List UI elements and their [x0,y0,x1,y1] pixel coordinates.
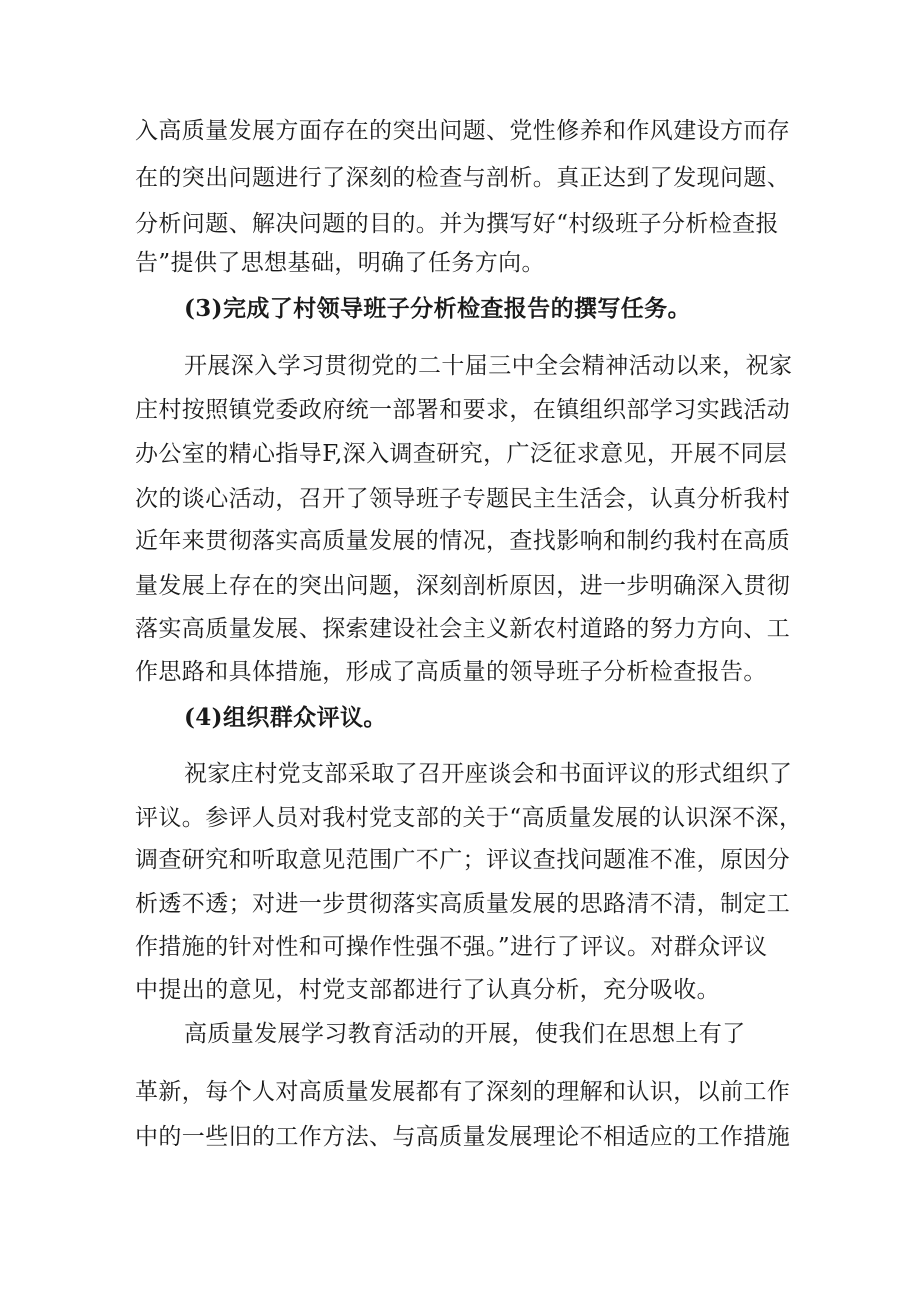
section-heading: (3)完成了村领导班子分析检查报告的撰写任务。 [184,295,691,322]
text-line: 告”提供了思想基础，明确了任务方向。 [135,250,545,276]
text-line: 高质量发展学习教育活动的开展，使我们在思想上有了 [184,1021,746,1047]
text-line: 近年来贯彻落实高质量发展的情况，查找影响和制约我村在高质 [135,528,791,554]
text-line: 在的突出问题进行了深刻的检查与剖析。真正达到了发现问题、 [135,165,791,191]
text-line: 入高质量发展方面存在的突出问题、党性修养和作风建设方而存 [135,118,791,144]
text-line: 析透不透；对进一步贯彻落实高质量发展的思路清不清，制定工 [135,891,791,917]
text-line: 调查研究和听取意见范围广不广；评议查找问题准不准，原因分 [135,847,791,873]
text-line: 中提出的意见，村党支部都进行了认真分析，充分吸收。 [135,977,720,1003]
section-heading: (4)组织群众评议。 [184,704,387,731]
text-line: 庄村按照镇党委政府统一部署和要求，在镇组织部学习实践活动 [135,397,791,423]
text-line: 革新，每个人对高质量发展都有了深刻的理解和认识，以前工作 [135,1079,791,1105]
text-line: 评议。参评人员对我村党支部的关于“高质量发展的认识深不深， [135,805,803,831]
text-line: 祝家庄村党支部采取了召开座谈会和书面评议的形式组织了 [184,761,793,787]
text-line: 办公室的精心指导F,深入调查研究，广泛征求意见，开展不同层 [135,441,788,467]
text-line: 作措施的针对性和可操作性强不强。”进行了评议。对群众评议 [135,934,768,960]
text-line: 落实高质量发展、探索建设社会主义新农村道路的努力方向、工 [135,616,791,642]
text-line: 中的一些旧的工作方法、与高质量发展理论不相适应的工作措施 [135,1124,791,1150]
text-line: 量发展上存在的突出问题，深刻剖析原因，进一步明确深入贯彻 [135,573,791,599]
text-line: 分析问题、解决问题的目的。并为撰写好“村级班子分析检查报 [135,211,779,237]
text-line: 次的谈心活动，召开了领导班子专题民主生活会，认真分析我村 [135,486,791,512]
text-line: 开展深入学习贯彻党的二十届三中全会精神活动以来，祝家 [184,353,793,379]
text-line: 作思路和具体措施，形成了高质量的领导班子分析检查报告。 [135,659,767,685]
